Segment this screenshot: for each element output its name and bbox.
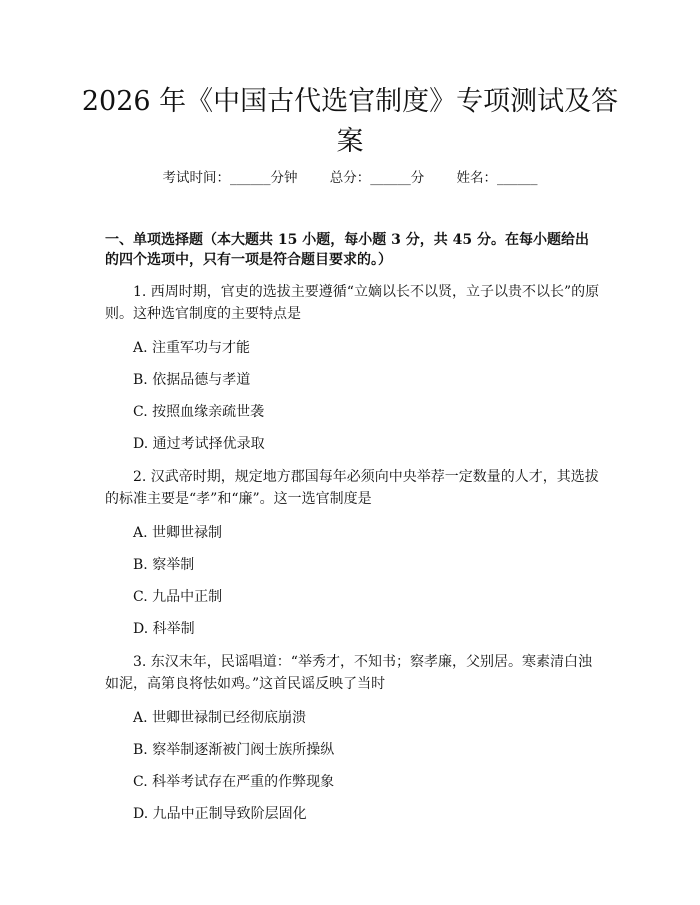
option-d: D. 科举制 <box>133 621 195 637</box>
question-stem: 1. 西周时期，官吏的选拔主要遵循“立嫡以长不以贤，立子以贵不以长”的原则。这种选官制度的主要特点是 <box>105 284 600 322</box>
document-title: 2026 年《中国古代选官制度》专项测试及答案 <box>81 86 619 157</box>
question-stem: 2. 汉武帝时期，规定地方郡国每年必须向中央举荐一定数量的人才，其选拔的标准主要是“孝”和“廉”。这一选官制度是 <box>105 469 599 507</box>
total-score-field: 总分：______分 <box>329 170 425 186</box>
exam-time-field: 考试时间：______分钟 <box>162 170 298 186</box>
option-d: D. 九品中正制导致阶层固化 <box>133 806 307 822</box>
option-d: D. 通过考试择优录取 <box>133 436 265 452</box>
option-b: B. 察举制 <box>133 557 195 573</box>
option-a: A. 注重军功与才能 <box>133 340 251 356</box>
option-a: A. 世卿世禄制已经彻底崩溃 <box>133 710 307 726</box>
option-a: A. 世卿世禄制 <box>133 525 223 541</box>
option-b: B. 察举制逐渐被门阀士族所操纵 <box>133 742 335 758</box>
option-c: C. 科举考试存在严重的作弊现象 <box>133 774 335 790</box>
exam-meta <box>0 168 700 188</box>
option-b: B. 依据品德与孝道 <box>133 372 251 388</box>
option-c: C. 按照血缘亲疏世袭 <box>133 404 265 420</box>
student-name-field: 姓名：______ <box>456 170 538 186</box>
section-heading: 一、单项选择题（本大题共 15 小题，每小题 3 分，共 45 分。在每小题给出的四个选项中，只有一项是符合题目要求的。） <box>105 232 589 268</box>
question-stem: 3. 东汉末年，民谣唱道：“举秀才，不知书；察孝廉，父别居。寒素清白浊如泥，高第良将怯如鸡。”这首民谣反映了当时 <box>105 654 592 692</box>
option-c: C. 九品中正制 <box>133 589 223 605</box>
question-list <box>105 281 600 824</box>
